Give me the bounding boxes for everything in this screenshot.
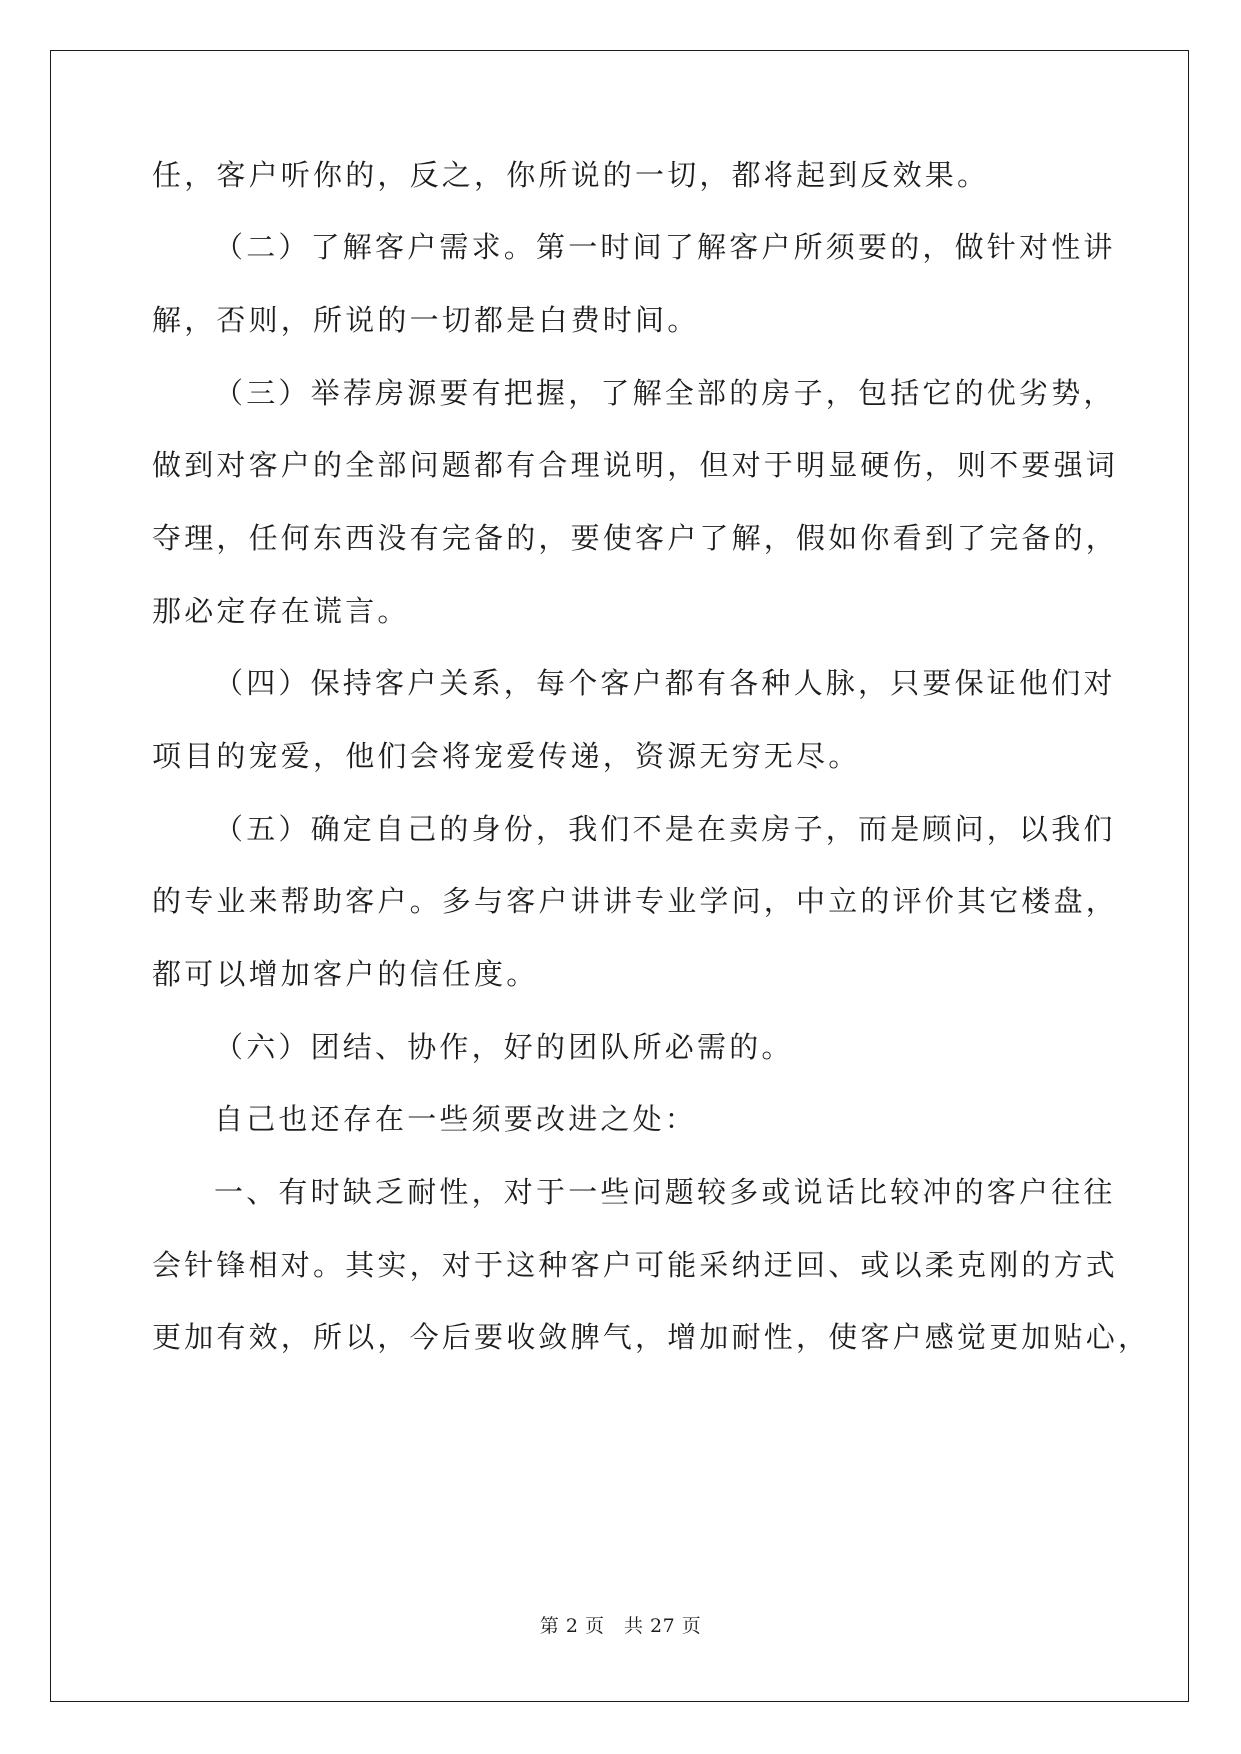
text-line: （四）保持客户关系，每个客户都有各种人脉，只要保证他们对: [214, 666, 1116, 700]
text-line: 那必定存在谎言。: [152, 594, 410, 628]
text-line: （二）了解客户需求。第一时间了解客户所须要的，做针对性讲: [214, 230, 1116, 264]
text-line: 解，否则，所说的一切都是白费时间。: [152, 303, 700, 337]
text-line: 的专业来帮助客户。多与客户讲讲专业学问，中立的评价其它楼盘，: [152, 884, 1119, 918]
text-line: 自己也还存在一些须要改进之处：: [214, 1102, 698, 1136]
text-line: （六）团结、协作，好的团队所必需的。: [214, 1030, 794, 1064]
page-border: [50, 50, 1189, 1702]
text-line: （五）确定自己的身份，我们不是在卖房子，而是顾问，以我们: [214, 812, 1116, 846]
text-line: （三）举荐房源要有把握，了解全部的房子，包括它的优劣势，: [214, 376, 1116, 410]
text-line: 做到对客户的全部问题都有合理说明，但对于明显硬伤，则不要强词: [152, 448, 1119, 482]
text-line: 夺理，任何东西没有完备的，要使客户了解，假如你看到了完备的，: [152, 521, 1119, 555]
page-number-footer: 第 2 页 共 27 页: [539, 1615, 702, 1637]
text-line: 项目的宠爱，他们会将宠爱传递，资源无穷无尽。: [152, 739, 861, 773]
text-line: 都可以增加客户的信任度。: [152, 957, 539, 991]
text-line: 任，客户听你的，反之，你所说的一切，都将起到反效果。: [152, 158, 990, 192]
text-line: 会针锋相对。其实，对于这种客户可能采纳迂回、或以柔克刚的方式: [152, 1248, 1119, 1282]
text-line: 一、有时缺乏耐性，对于一些问题较多或说话比较冲的客户往往: [214, 1175, 1116, 1209]
text-line: 更加有效，所以，今后要收敛脾气，增加耐性，使客户感觉更加贴心，: [152, 1320, 1151, 1354]
